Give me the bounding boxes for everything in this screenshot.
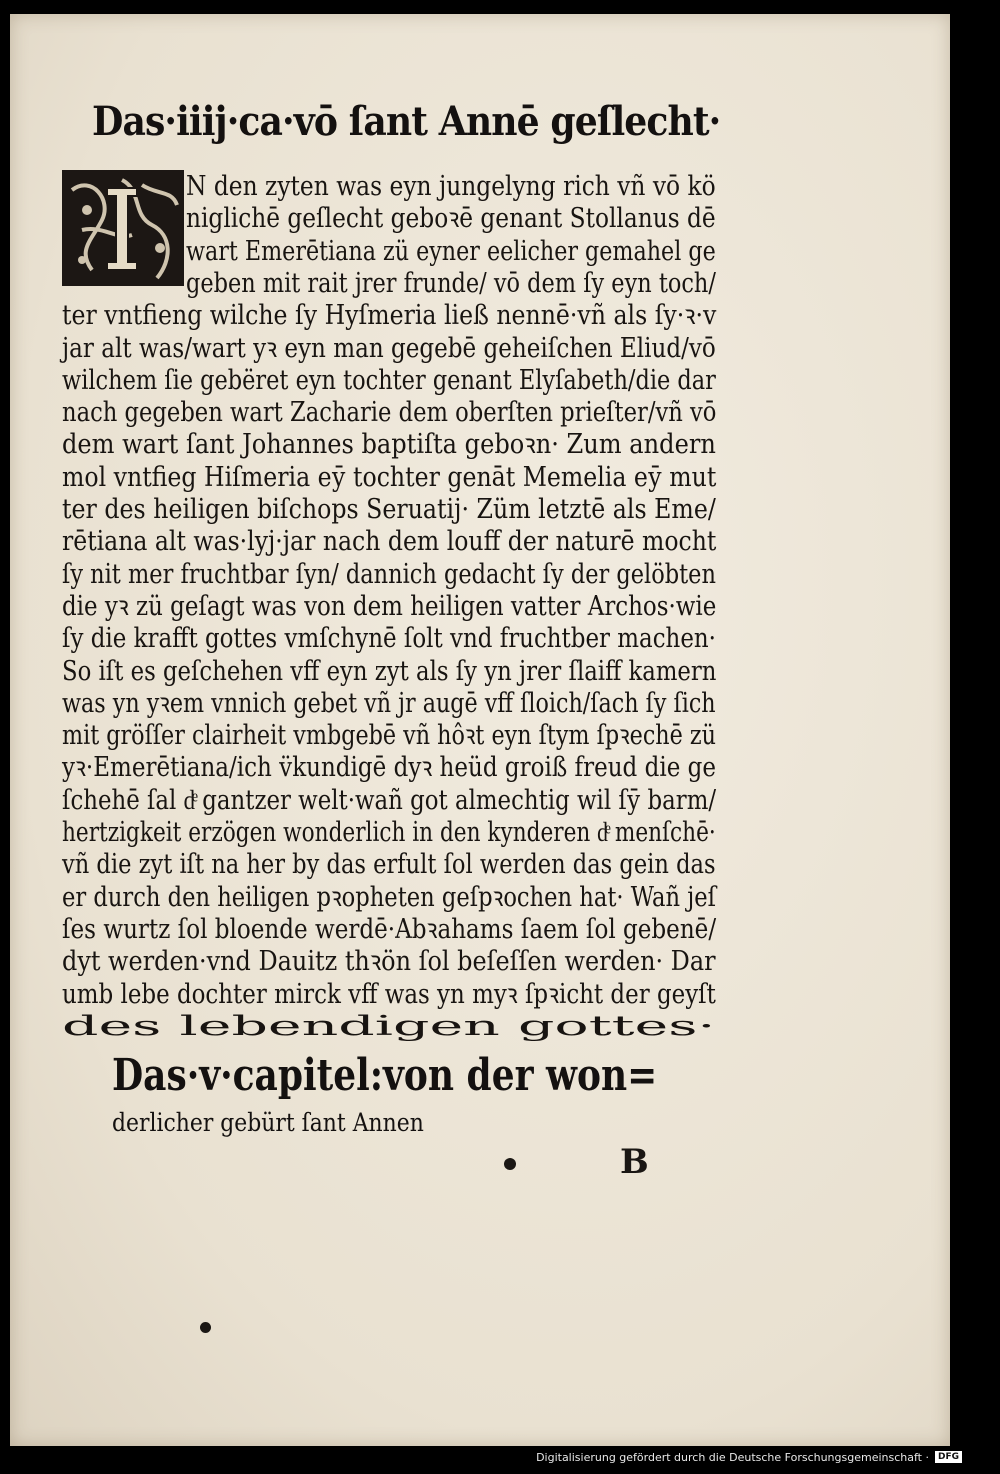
ink-dot <box>200 1322 211 1333</box>
chapter-4-heading: Das·iiij·ca·vō ſant Annē geſlecht· <box>92 98 721 145</box>
text-line: rētiana alt was·lyj·jar nach dem louff der naturē mocht <box>62 526 717 558</box>
dfg-logo: DFG <box>935 1451 962 1463</box>
footer-credit-text: Digitalisierung gefördert durch die Deutsche Forschungsgemeinschaft · <box>536 1450 929 1464</box>
text-line: die yꝛ zü geſagt was von dem heiligen vatter Archos·wie <box>62 590 717 622</box>
text-line: vñ die zyt iſt na her by das erfult ſol werden das gein das <box>62 849 716 881</box>
text-line: mit gröſſer clairheit vmbgebē vñ hôꝛt eyn ſtym ſpꝛechē zü <box>62 720 716 752</box>
footer-credit <box>536 1448 962 1466</box>
text-line: hertzigkeit erzögen wonderlich in den kynderen dͤ menſchē· <box>62 817 716 848</box>
text-line: ſchehē ſal dͤ gantzer welt·wañ got almechtig wil ſӯ barm/ <box>62 784 717 816</box>
text-line: yꝛ·Emerētiana/ich v̈kundigē dyꝛ heüd groiß freud die ge <box>62 752 717 784</box>
text-line: dem wart ſant Johannes baptiſta geboꝛn· Zum andern <box>62 429 716 461</box>
text-line: N den zyten was eyn jungelyng rich vñ vō kö <box>186 171 716 202</box>
text-line: dyt werden·vnd Dauitz thꝛön ſol beſeſſen werden· Dar <box>62 946 716 978</box>
text-line: ter vntfieng wilche ſy Hyſmeria ließ nennē·vñ als ſy·ꝛ·v <box>62 300 717 332</box>
chapter-5-heading-line-1: Das·v·capitel:von der won= <box>112 1050 658 1101</box>
text-line: umb lebe dochter mirck vff was yn myꝛ ſpꝛicht der geyſt <box>62 978 716 1010</box>
signature-mark: B <box>620 1142 649 1182</box>
chapter-5-heading-line-2: derlicher gebürt ſant Annen <box>112 1108 424 1137</box>
text-line: was yn yꝛem vnnich gebet vñ jr augē vff ſloich/ſach ſy ſich <box>62 687 716 719</box>
text-line: ſes wurtz ſol bloende werdē·Abꝛahams ſaem ſol gebenē/ <box>62 913 717 945</box>
text-line: er durch den heiligen pꝛopheten geſpꝛochen hat· Wañ jeſ <box>62 881 717 913</box>
text-line: ter des heiligen biſchops Seruatij· Züm letztē als Eme/ <box>62 494 716 525</box>
text-line: So iſt es geſchehen vff eyn zyt als ſy yn jrer ſlaiff kamern <box>62 655 717 687</box>
text-line: wart Emerētiana zü eyner eelicher gemahel ge <box>186 235 716 267</box>
text-line: nach gegeben wart Zacharie dem oberſten prieſter/vñ vō <box>62 397 717 429</box>
text-line: niglichē geſlecht geboꝛē genant Stollanus dē <box>186 203 716 235</box>
text-line: des lebendigen gottes· <box>62 1010 716 1042</box>
text-line: jar alt was/wart yꝛ eyn man gegebē geheiſchen Eliud/vō <box>62 332 716 364</box>
text-line: ſy die krafft gottes vmſchynē ſolt vnd fruchtber machen· <box>62 623 716 655</box>
ink-dot <box>504 1158 516 1170</box>
text-line: geben mit rait jrer frunde/ vō dem ſy eyn toch/ <box>186 267 716 299</box>
text-line: wilchem ſie gebëret eyn tochter genant Elyſabeth/die dar <box>62 364 716 396</box>
decorated-initial-i-icon <box>62 170 184 286</box>
text-line: mol vntfieg Hiſmeria eӯ tochter genāt Memelia eӯ mut <box>62 461 717 493</box>
text-line: ſy nit mer fruchtbar ſyn/ dannich gedacht ſy der gelöbten <box>62 558 716 590</box>
